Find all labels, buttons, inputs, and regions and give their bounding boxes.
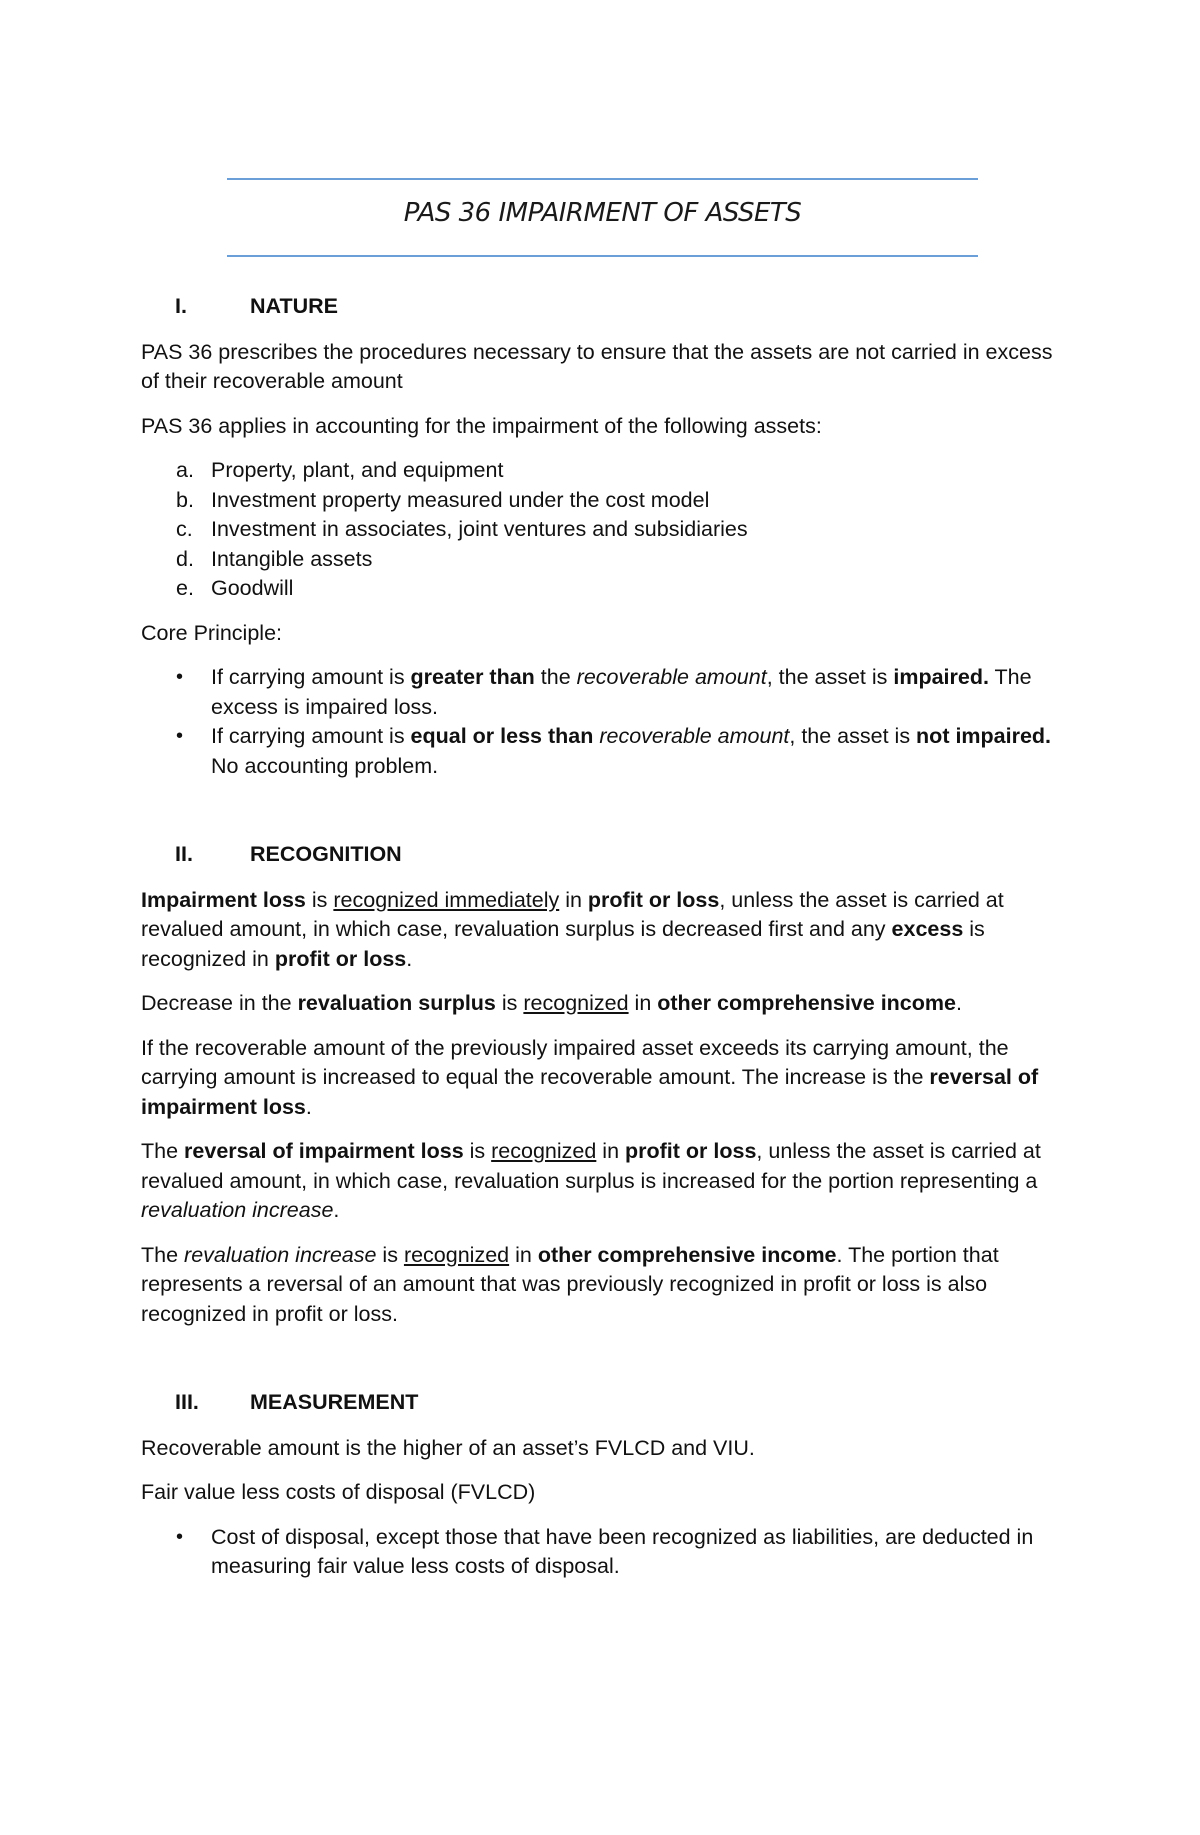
list-item-text: Intangible assets — [211, 546, 373, 571]
bullet-icon: • — [176, 666, 184, 688]
section-title: MEASUREMENT — [250, 1390, 419, 1414]
list-item — [141, 486, 1061, 516]
paragraph: Impairment loss is recognized immediately in profit or loss, unless the asset is carried at revalued amount, in which case, revaluation surplus is decreased first and any excess is recognized in profit or loss. — [141, 887, 1004, 971]
paragraph: The reversal of impairment loss is recognized in profit or loss, unless the asset is carried at revalued amount, in which case, revaluation surplus is increased for the portion representing a revaluation increase. — [141, 1139, 1041, 1222]
section-number: I. — [175, 294, 187, 318]
list-marker: d. — [176, 546, 194, 571]
section-heading-recognition — [141, 840, 1061, 870]
core-principle-list — [141, 663, 1061, 781]
paragraph: PAS 36 applies in accounting for the impairment of the following assets: — [141, 413, 822, 438]
bullet-icon: • — [176, 1525, 184, 1548]
list-item — [141, 722, 1061, 781]
list-item — [141, 456, 1061, 486]
bullet-icon: • — [176, 725, 184, 747]
section-heading-measurement — [141, 1388, 1061, 1418]
section-title: RECOGNITION — [250, 842, 402, 866]
list-item-text: Investment property measured under the cost model — [211, 487, 710, 512]
list-item-text: Goodwill — [211, 576, 294, 600]
paragraph: Recoverable amount is the higher of an asset’s FVLCD and VIU. — [141, 1435, 755, 1460]
list-item — [141, 515, 1061, 545]
list-item-text: Cost of disposal, except those that have been recognized as liabilities, are deducted in measuring fair value less costs of disposal. — [211, 1524, 1034, 1578]
title-rule-bottom — [227, 255, 978, 257]
list-item-text: Property, plant, and equipment — [211, 458, 504, 482]
core-principle-label: Core Principle: — [141, 620, 282, 645]
title-rule-top — [227, 178, 978, 180]
list-item-text: If carrying amount is equal or less than recoverable amount, the asset is not impaired. No accounting problem. — [211, 724, 1052, 778]
section-number: III. — [175, 1390, 199, 1414]
paragraph: If the recoverable amount of the previously impaired asset exceeds its carrying amount, the carrying amount is increased to equal the recoverable amount. The increase is the reversal of impairment loss. — [141, 1035, 1039, 1119]
asset-list — [141, 456, 1061, 604]
document-body — [141, 292, 1061, 1597]
section-title: NATURE — [250, 294, 338, 318]
document-title: PAS 36 IMPAIRMENT OF ASSETS — [403, 198, 802, 228]
section-heading-nature — [141, 292, 1061, 322]
paragraph: Fair value less costs of disposal (FVLCD) — [141, 1480, 536, 1504]
paragraph: Decrease in the revaluation surplus is recognized in other comprehensive income. — [141, 991, 962, 1015]
list-item — [141, 574, 1061, 604]
list-item — [141, 545, 1061, 575]
section-number: II. — [175, 842, 193, 866]
list-marker: e. — [176, 576, 194, 600]
list-item — [141, 1523, 1061, 1582]
list-item — [141, 663, 1061, 722]
list-item-text: Investment in associates, joint ventures and subsidiaries — [211, 517, 748, 541]
fvlcd-list — [141, 1523, 1061, 1582]
paragraph: PAS 36 prescribes the procedures necessary to ensure that the assets are not carried in excess of their recoverable amount — [141, 339, 1053, 393]
list-marker: b. — [176, 487, 194, 512]
list-marker: c. — [176, 517, 193, 541]
list-marker: a. — [176, 458, 194, 482]
paragraph: The revaluation increase is recognized in other comprehensive income. The portion that represents a reversal of an amount that was previously recognized in profit or loss is also recognized in profit or loss. — [141, 1242, 999, 1326]
list-item-text: If carrying amount is greater than the recoverable amount, the asset is impaired. The excess is impaired loss. — [211, 665, 1032, 719]
